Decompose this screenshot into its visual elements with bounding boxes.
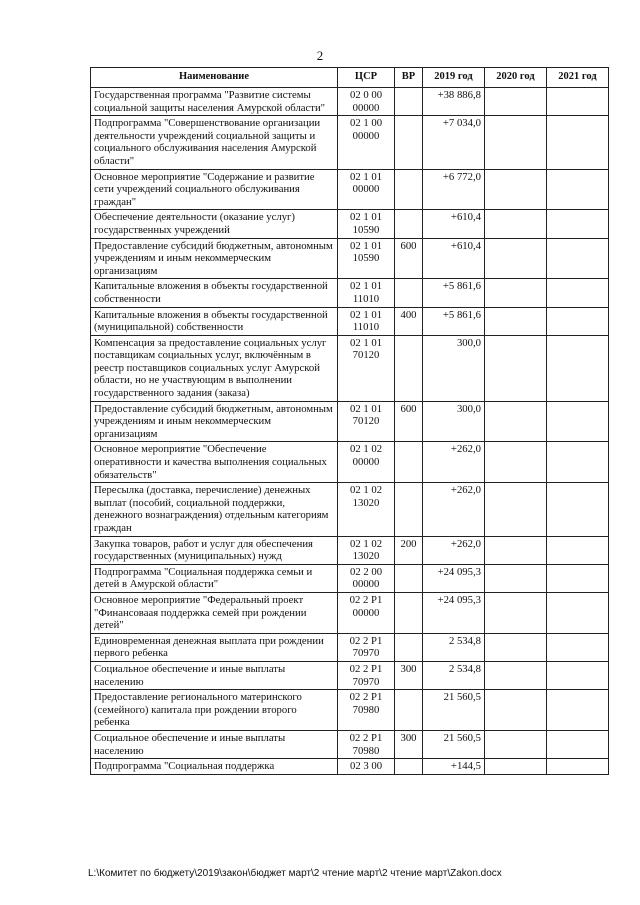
table-row [91, 335, 609, 401]
row-2019: +5 861,6 [423, 279, 485, 307]
row-name: Закупка товаров, работ и услуг для обеспечения государственных (муниципальных) нужд [91, 536, 338, 564]
row-vr: 300 [395, 730, 423, 758]
header-2020: 2020 год [485, 68, 547, 88]
row-vr [395, 564, 423, 592]
row-vr [395, 210, 423, 238]
row-2020 [485, 759, 547, 775]
row-csr: 02 2 P1 70970 [338, 633, 395, 661]
row-name: Основное мероприятие "Содержание и развитие сети учреждений социального обслуживания граждан" [91, 169, 338, 210]
header-2021: 2021 год [547, 68, 609, 88]
row-2021 [547, 335, 609, 401]
row-vr: 600 [395, 401, 423, 442]
row-2019: 21 560,5 [423, 690, 485, 731]
row-vr [395, 442, 423, 483]
footer-file-path: L:\Комитет по бюджету\2019\закон\бюджет март\2 чтение март\2 чтение март\Zakon.docx [88, 868, 502, 879]
row-name: Предоставление субсидий бюджетным, автономным учреждениям и иным некоммерческим организациям [91, 238, 338, 279]
row-csr: 02 2 P1 70970 [338, 661, 395, 689]
row-2019: 21 560,5 [423, 730, 485, 758]
row-2021 [547, 279, 609, 307]
table-row [91, 442, 609, 483]
row-name: Компенсация за предоставление социальных услуг поставщикам социальных услуг, включённым в реестр поставщиков социальных услуг Амурской области, но не участвующим в выполнении государственного задания (заказа) [91, 335, 338, 401]
row-2021 [547, 564, 609, 592]
table-row [91, 279, 609, 307]
row-csr: 02 1 01 70120 [338, 401, 395, 442]
row-csr: 02 2 P1 00000 [338, 592, 395, 633]
row-vr: 400 [395, 307, 423, 335]
row-csr: 02 0 00 00000 [338, 88, 395, 116]
row-csr: 02 1 01 11010 [338, 307, 395, 335]
row-2020 [485, 116, 547, 169]
header-2019: 2019 год [423, 68, 485, 88]
row-2019: 2 534,8 [423, 661, 485, 689]
row-csr: 02 1 02 13020 [338, 483, 395, 536]
row-csr: 02 3 00 [338, 759, 395, 775]
row-2020 [485, 279, 547, 307]
row-2019: +610,4 [423, 238, 485, 279]
table-row [91, 633, 609, 661]
row-csr: 02 1 02 13020 [338, 536, 395, 564]
row-vr [395, 88, 423, 116]
row-2021 [547, 690, 609, 731]
row-csr: 02 1 01 10590 [338, 210, 395, 238]
table-row [91, 116, 609, 169]
row-2020 [485, 536, 547, 564]
row-2019: +262,0 [423, 442, 485, 483]
row-name: Пересылка (доставка, перечисление) денежных выплат (пособий, социальной поддержки, денежного вознаграждения) отдельным категориям граждан [91, 483, 338, 536]
row-vr [395, 690, 423, 731]
row-2019: +144,5 [423, 759, 485, 775]
row-2021 [547, 730, 609, 758]
table-row [91, 169, 609, 210]
row-name: Основное мероприятие "Обеспечение оперативности и качества выполнения социальных обязательств" [91, 442, 338, 483]
row-2020 [485, 307, 547, 335]
row-2019: 300,0 [423, 401, 485, 442]
row-2021 [547, 210, 609, 238]
header-vr: ВР [395, 68, 423, 88]
row-2019: +5 861,6 [423, 307, 485, 335]
row-name: Основное мероприятие "Федеральный проект "Финансоваая поддержка семей при рождении детей" [91, 592, 338, 633]
row-2021 [547, 592, 609, 633]
row-2021 [547, 169, 609, 210]
row-2019: +262,0 [423, 483, 485, 536]
row-2020 [485, 210, 547, 238]
row-2019: +262,0 [423, 536, 485, 564]
table-row [91, 730, 609, 758]
table-row [91, 661, 609, 689]
table-row [91, 401, 609, 442]
table-header-row [91, 68, 609, 88]
row-2021 [547, 307, 609, 335]
row-2020 [485, 88, 547, 116]
row-2020 [485, 442, 547, 483]
row-2019: +24 095,3 [423, 592, 485, 633]
row-name: Предоставление субсидий бюджетным, автономным учреждениям и иным некоммерческим организациям [91, 401, 338, 442]
row-2020 [485, 564, 547, 592]
row-2021 [547, 116, 609, 169]
row-2020 [485, 661, 547, 689]
row-name: Обеспечение деятельности (оказание услуг) государственных учреждений [91, 210, 338, 238]
row-2019: 2 534,8 [423, 633, 485, 661]
row-2019: +610,4 [423, 210, 485, 238]
row-vr: 600 [395, 238, 423, 279]
row-vr: 200 [395, 536, 423, 564]
row-csr: 02 1 01 70120 [338, 335, 395, 401]
row-csr: 02 1 01 10590 [338, 238, 395, 279]
row-2020 [485, 633, 547, 661]
header-name: Наименование [91, 68, 338, 88]
row-name: Подпрограмма "Социальная поддержка семьи и детей в Амурской области" [91, 564, 338, 592]
row-2021 [547, 661, 609, 689]
row-2021 [547, 88, 609, 116]
row-csr: 02 1 01 00000 [338, 169, 395, 210]
table-row [91, 238, 609, 279]
row-name: Социальное обеспечение и иные выплаты населению [91, 661, 338, 689]
row-2020 [485, 483, 547, 536]
page-number: 2 [316, 48, 324, 63]
row-2020 [485, 169, 547, 210]
table-row [91, 307, 609, 335]
row-csr: 02 2 P1 70980 [338, 690, 395, 731]
budget-table [90, 67, 609, 775]
row-name: Подпрограмма "Социальная поддержка [91, 759, 338, 775]
row-2019: +7 034,0 [423, 116, 485, 169]
table-row [91, 483, 609, 536]
row-2020 [485, 592, 547, 633]
header-csr: ЦСР [338, 68, 395, 88]
row-csr: 02 1 01 11010 [338, 279, 395, 307]
row-name: Единовременная денежная выплата при рождении первого ребенка [91, 633, 338, 661]
row-2019: +6 772,0 [423, 169, 485, 210]
row-name: Государственная программа "Развитие системы социальной защиты населения Амурской области" [91, 88, 338, 116]
row-csr: 02 2 P1 70980 [338, 730, 395, 758]
row-name: Капитальные вложения в объекты государственной собственности [91, 279, 338, 307]
row-2020 [485, 730, 547, 758]
row-csr: 02 1 02 00000 [338, 442, 395, 483]
row-name: Капитальные вложения в объекты государственной (муниципальной) собственности [91, 307, 338, 335]
table-row [91, 564, 609, 592]
row-vr [395, 169, 423, 210]
row-vr [395, 592, 423, 633]
row-vr: 300 [395, 661, 423, 689]
row-csr: 02 2 00 00000 [338, 564, 395, 592]
table-row [91, 210, 609, 238]
row-2021 [547, 238, 609, 279]
table-row [91, 88, 609, 116]
row-2021 [547, 401, 609, 442]
row-2021 [547, 483, 609, 536]
row-2021 [547, 633, 609, 661]
row-vr [395, 633, 423, 661]
row-2021 [547, 536, 609, 564]
row-2019: +38 886,8 [423, 88, 485, 116]
row-vr [395, 279, 423, 307]
row-vr [395, 116, 423, 169]
table-row [91, 690, 609, 731]
row-vr [395, 335, 423, 401]
row-2019: +24 095,3 [423, 564, 485, 592]
row-2020 [485, 238, 547, 279]
row-name: Социальное обеспечение и иные выплаты населению [91, 730, 338, 758]
row-2021 [547, 442, 609, 483]
row-2019: 300,0 [423, 335, 485, 401]
row-csr: 02 1 00 00000 [338, 116, 395, 169]
table-row [91, 759, 609, 775]
row-2020 [485, 401, 547, 442]
row-vr [395, 483, 423, 536]
row-2020 [485, 335, 547, 401]
table-row [91, 536, 609, 564]
row-name: Предоставление регионального материнского (семейного) капитала при рождении второго ребенка [91, 690, 338, 731]
row-2021 [547, 759, 609, 775]
table-row [91, 592, 609, 633]
row-2020 [485, 690, 547, 731]
row-vr [395, 759, 423, 775]
row-name: Подпрограмма "Совершенствование организации деятельности учреждений социальной защиты и социального обслуживания населения Амурской области" [91, 116, 338, 169]
